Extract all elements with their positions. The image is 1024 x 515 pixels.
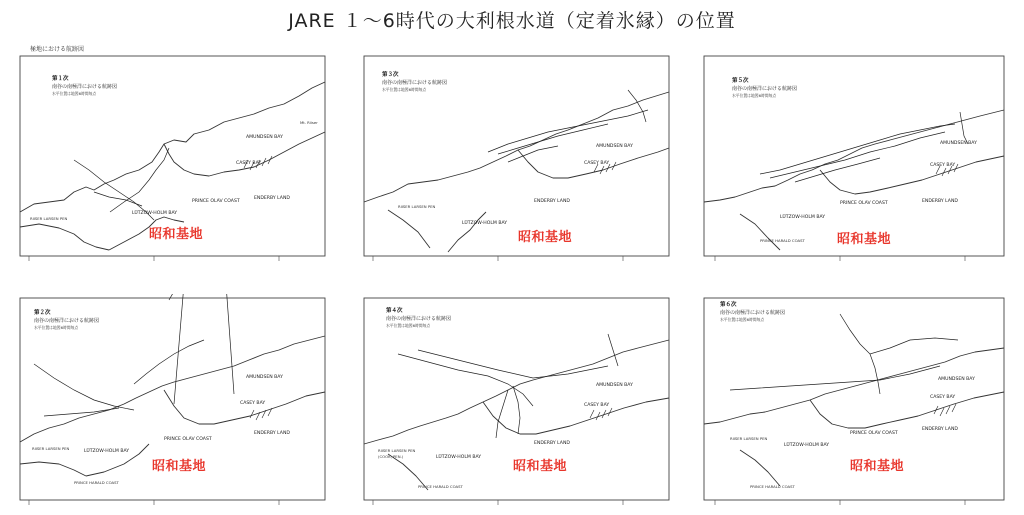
map-label: AMUNDSEN BAY <box>246 135 283 140</box>
voyage-label: 第３次 <box>382 72 399 78</box>
panel-caption: 南谷の南極洋における航跡図 <box>52 84 118 90</box>
voyage-label: 第２次 <box>34 310 51 316</box>
map-label: AMUNDSEN BAY <box>596 144 633 149</box>
map-panel-voyage-2 <box>14 294 344 506</box>
map-label: ENDERBY LAND <box>534 199 570 204</box>
map-voyage-2 <box>14 294 344 506</box>
map-label: RIISER LARSEN PEN <box>30 216 68 221</box>
map-label: AMUNDSEN BAY <box>246 375 283 380</box>
page-subtitle: 極地における航跡図 <box>30 46 85 53</box>
map-voyage-4 <box>358 294 688 506</box>
map-label: ENDERBY LAND <box>254 431 290 436</box>
panel-date-note: 水平位置は地図6時間毎点 <box>386 323 431 328</box>
panel-date-note: 水平位置は地図6時間毎点 <box>732 93 777 98</box>
map-label: CASEY BAY <box>584 403 610 408</box>
showa-base-label: 昭和基地 <box>149 227 204 242</box>
map-label: PRINCE HARALD COAST <box>760 238 805 243</box>
map-panel-voyage-5 <box>700 52 1020 262</box>
panel-caption: 南谷の南極洋における航跡図 <box>732 86 798 92</box>
map-label: LÜTZOW-HOLM BAY <box>84 449 130 454</box>
map-label: ENDERBY LAND <box>534 441 570 446</box>
panel-date-note: 水平位置は地図6時間毎点 <box>34 325 79 330</box>
map-label: LÜTZOW-HOLM BAY <box>780 215 826 220</box>
map-label: RIISER LARSEN PEN <box>32 446 70 451</box>
showa-base-label: 昭和基地 <box>837 232 892 247</box>
map-label: CASEY BAY <box>930 395 956 400</box>
map-label: ENDERBY LAND <box>922 427 958 432</box>
map-label: PRINCE HARALD COAST <box>750 484 795 489</box>
map-label: RIISER LARSEN PEN <box>398 204 436 209</box>
map-label: PRINCE OLAV COAST <box>840 201 888 206</box>
panel-caption: 南谷の南極洋における航跡図 <box>720 310 786 316</box>
map-label: PRINCE OLAV COAST <box>164 437 212 442</box>
map-label: AMUNDSEN BAY <box>596 383 633 388</box>
panel-date-note: 水平位置は地図6時間毎点 <box>382 87 427 92</box>
map-label: LÜTZOW-HOLM BAY <box>132 211 178 216</box>
showa-base-label: 昭和基地 <box>518 230 573 245</box>
voyage-label: 第４次 <box>386 308 403 314</box>
map-panel-voyage-3 <box>358 52 688 262</box>
panel-caption: 南谷の南極洋における航跡図 <box>34 318 100 324</box>
showa-base-label: 昭和基地 <box>152 459 207 474</box>
map-label: PRINCE OLAV COAST <box>850 431 898 436</box>
showa-base-label: 昭和基地 <box>513 459 568 474</box>
map-voyage-6 <box>700 294 1020 506</box>
map-label: LÜTZOW-HOLM BAY <box>436 455 482 460</box>
map-label: ENDERBY LAND <box>254 196 290 201</box>
page-title: JARE １～6時代の大利根水道（定着氷縁）の位置 <box>288 10 736 32</box>
panel-date-note: 水平位置は地図6時間毎点 <box>720 317 765 322</box>
map-label: RIISER LARSEN PEN <box>378 448 416 453</box>
map-label: AMUNDSEN BAY <box>940 141 977 146</box>
map-label: CASEY BAY <box>236 161 262 166</box>
map-label: (COOK, PEN.) <box>378 454 404 459</box>
voyage-label: 第６次 <box>720 302 737 308</box>
map-label: ENDERBY LAND <box>922 199 958 204</box>
map-panel-voyage-6 <box>700 294 1020 506</box>
map-label: PRINCE HARALD COAST <box>418 484 463 489</box>
map-label: LÜTZOW-HOLM BAY <box>462 221 508 226</box>
map-label: CASEY BAY <box>930 163 956 168</box>
panel-caption: 南谷の南極洋における航跡図 <box>386 316 452 322</box>
map-panel-voyage-1 <box>14 52 344 262</box>
map-panel-voyage-4 <box>358 294 688 506</box>
map-label: PRINCE HARALD COAST <box>74 480 119 485</box>
showa-base-label: 昭和基地 <box>850 459 905 474</box>
map-label: Mt. Riiser <box>300 120 318 125</box>
voyage-label: 第５次 <box>732 78 749 84</box>
map-label: CASEY BAY <box>240 401 266 406</box>
map-label: RIISER LARSEN PEN <box>730 436 768 441</box>
map-label: CASEY BAY <box>584 161 610 166</box>
panel-caption: 南谷の南極洋における航跡図 <box>382 80 448 86</box>
map-label: LÜTZOW-HOLM BAY <box>784 443 830 448</box>
voyage-label: 第１次 <box>52 76 69 82</box>
map-label: AMUNDSEN BAY <box>938 377 975 382</box>
panel-date-note: 水平位置は地図6時間毎点 <box>52 91 97 96</box>
map-label: PRINCE OLAV COAST <box>192 199 240 204</box>
